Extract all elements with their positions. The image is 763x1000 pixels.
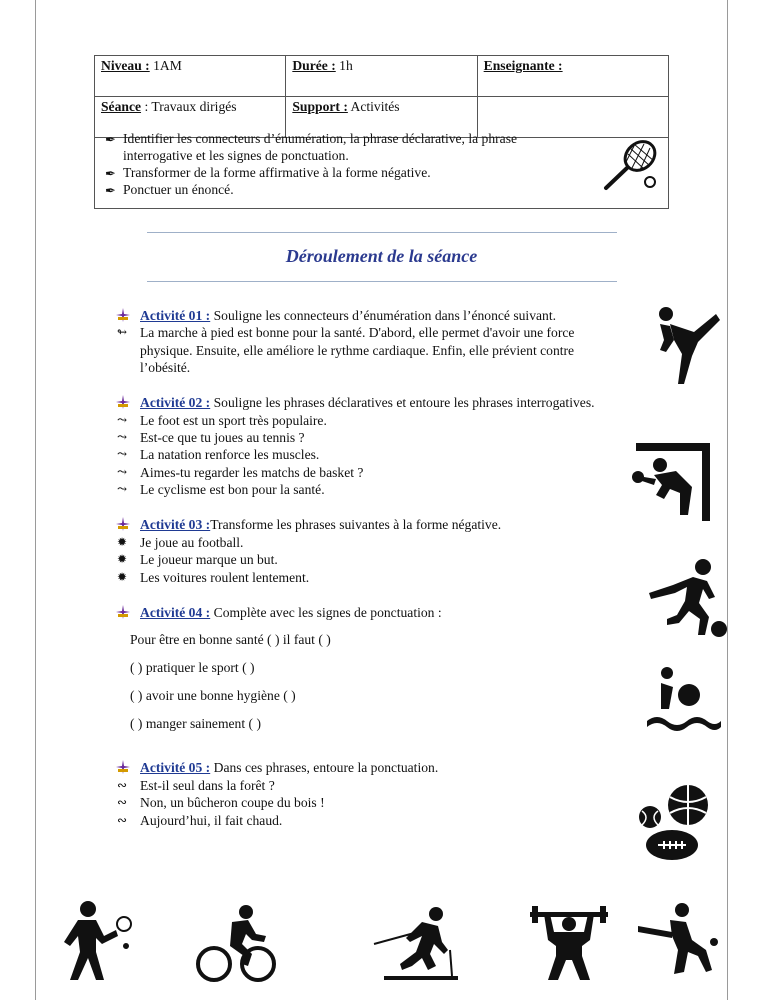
divider-bottom bbox=[147, 281, 617, 282]
skier-icon bbox=[372, 906, 462, 984]
objective-item: ✒ Identifier les connecteurs d’énumération, la phrase déclarative, la phrase bbox=[105, 131, 518, 147]
enseignante-label: Enseignante : bbox=[483, 58, 563, 73]
activity-03-item: Le joueur marque un but. bbox=[140, 552, 278, 567]
activity-04-header: Activité 04 : Complète avec les signes de ponctuation : bbox=[140, 605, 442, 620]
baseball-player-icon bbox=[636, 902, 720, 982]
star-bullet-icon: ✹ bbox=[117, 535, 128, 549]
niveau-cell bbox=[95, 56, 286, 97]
duree-cell bbox=[286, 56, 477, 97]
activity-02-item: Aimes-tu regarder les matchs de basket ? bbox=[140, 465, 364, 480]
activity-02-item: Le cyclisme est bon pour la santé. bbox=[140, 482, 325, 497]
arrow-bullet-icon: ⤳ bbox=[117, 482, 128, 496]
balls-icon bbox=[636, 783, 714, 863]
activity-03-header: Activité 03 :Transforme les phrases suivantes à la forme négative. bbox=[140, 517, 502, 532]
activity-05-item: Est-il seul dans la forêt ? bbox=[140, 778, 275, 793]
tennis-player-icon bbox=[58, 900, 138, 984]
activity-04-line: ( ) pratiquer le sport ( ) bbox=[130, 660, 255, 675]
activity-03-item: Je joue au football. bbox=[140, 535, 244, 550]
tennis-racket-icon bbox=[600, 136, 662, 196]
activity-05-header: Activité 05 : Dans ces phrases, entoure la ponctuation. bbox=[140, 760, 439, 775]
activity-02-item: La natation renforce les muscles. bbox=[140, 447, 320, 462]
duree-value: 1h bbox=[339, 58, 353, 73]
karate-icon bbox=[652, 304, 722, 386]
seance-label: Séance bbox=[101, 99, 142, 114]
page-left-edge bbox=[35, 0, 36, 1000]
activity-marker-icon bbox=[116, 395, 130, 409]
info-table bbox=[94, 55, 669, 138]
niveau-label: Niveau : bbox=[101, 58, 150, 73]
swimming-icon bbox=[645, 665, 723, 731]
activity-marker-icon bbox=[116, 760, 130, 774]
weightlifter-icon bbox=[528, 906, 610, 982]
loop-bullet-icon: ∾ bbox=[117, 778, 128, 792]
loop-bullet-icon: ∾ bbox=[117, 795, 128, 809]
pen-bullet-icon: ✒ bbox=[105, 183, 116, 198]
duree-label: Durée : bbox=[292, 58, 336, 73]
page-right-edge bbox=[727, 0, 728, 1000]
activity-01-text: La marche à pied est bonne pour la santé. D'abord, elle permet d'avoir une force bbox=[140, 325, 575, 340]
support-value: Activités bbox=[350, 99, 400, 114]
star-bullet-icon: ✹ bbox=[117, 552, 128, 566]
activity-01-header: Activité 01 : Souligne les connecteurs d’énumération dans l’énoncé suivant. bbox=[140, 308, 557, 323]
arrow-bullet-icon: ⤳ bbox=[117, 430, 128, 444]
arrow-bullet-icon: ↬ bbox=[117, 325, 128, 339]
pen-bullet-icon: ✒ bbox=[105, 166, 116, 181]
divider-top bbox=[147, 232, 617, 233]
activity-02-item: Est-ce que tu joues au tennis ? bbox=[140, 430, 305, 445]
objective-item: ✒ Ponctuer un énoncé. bbox=[105, 182, 234, 198]
activity-01-text: l’obésité. bbox=[140, 360, 191, 375]
activity-04-line: ( ) manger sainement ( ) bbox=[130, 716, 261, 731]
cyclist-icon bbox=[196, 904, 278, 984]
activity-05-item: Aujourd’hui, il fait chaud. bbox=[140, 813, 283, 828]
football-player-icon bbox=[645, 557, 730, 640]
loop-bullet-icon: ∾ bbox=[117, 813, 128, 827]
objectives-box bbox=[94, 128, 669, 209]
activity-04-line: Pour être en bonne santé ( ) il faut ( ) bbox=[130, 632, 331, 647]
pen-bullet-icon: ✒ bbox=[105, 132, 116, 147]
arrow-bullet-icon: ⤳ bbox=[117, 413, 128, 427]
niveau-value: 1AM bbox=[153, 58, 182, 73]
activity-01-text: physique. Ensuite, elle améliore le rythme cardiaque. Enfin, elle prévient contre bbox=[140, 343, 575, 358]
enseignante-cell bbox=[477, 56, 668, 97]
section-title: Déroulement de la séance bbox=[285, 246, 478, 266]
climbing-icon bbox=[630, 441, 712, 521]
activity-03-item: Les voitures roulent lentement. bbox=[140, 570, 310, 585]
arrow-bullet-icon: ⤳ bbox=[117, 447, 128, 461]
activity-04-line: ( ) avoir une bonne hygiène ( ) bbox=[130, 688, 296, 703]
activity-05-item: Non, un bûcheron coupe du bois ! bbox=[140, 795, 325, 810]
activity-marker-icon bbox=[116, 605, 130, 619]
objective-item: ✒ Transformer de la forme affirmative à la forme négative. bbox=[105, 165, 431, 181]
star-bullet-icon: ✹ bbox=[117, 570, 128, 584]
arrow-bullet-icon: ⤳ bbox=[117, 465, 128, 479]
activity-marker-icon bbox=[116, 517, 130, 531]
activity-02-header: Activité 02 : Souligne les phrases déclaratives et entoure les phrases interrogatives. bbox=[140, 395, 595, 410]
activity-02-item: Le foot est un sport très populaire. bbox=[140, 413, 327, 428]
seance-value: : Travaux dirigés bbox=[144, 99, 237, 114]
objective-item-continued: interrogative et les signes de ponctuation. bbox=[123, 148, 349, 163]
support-label: Support : bbox=[292, 99, 348, 114]
activity-marker-icon bbox=[116, 308, 130, 322]
